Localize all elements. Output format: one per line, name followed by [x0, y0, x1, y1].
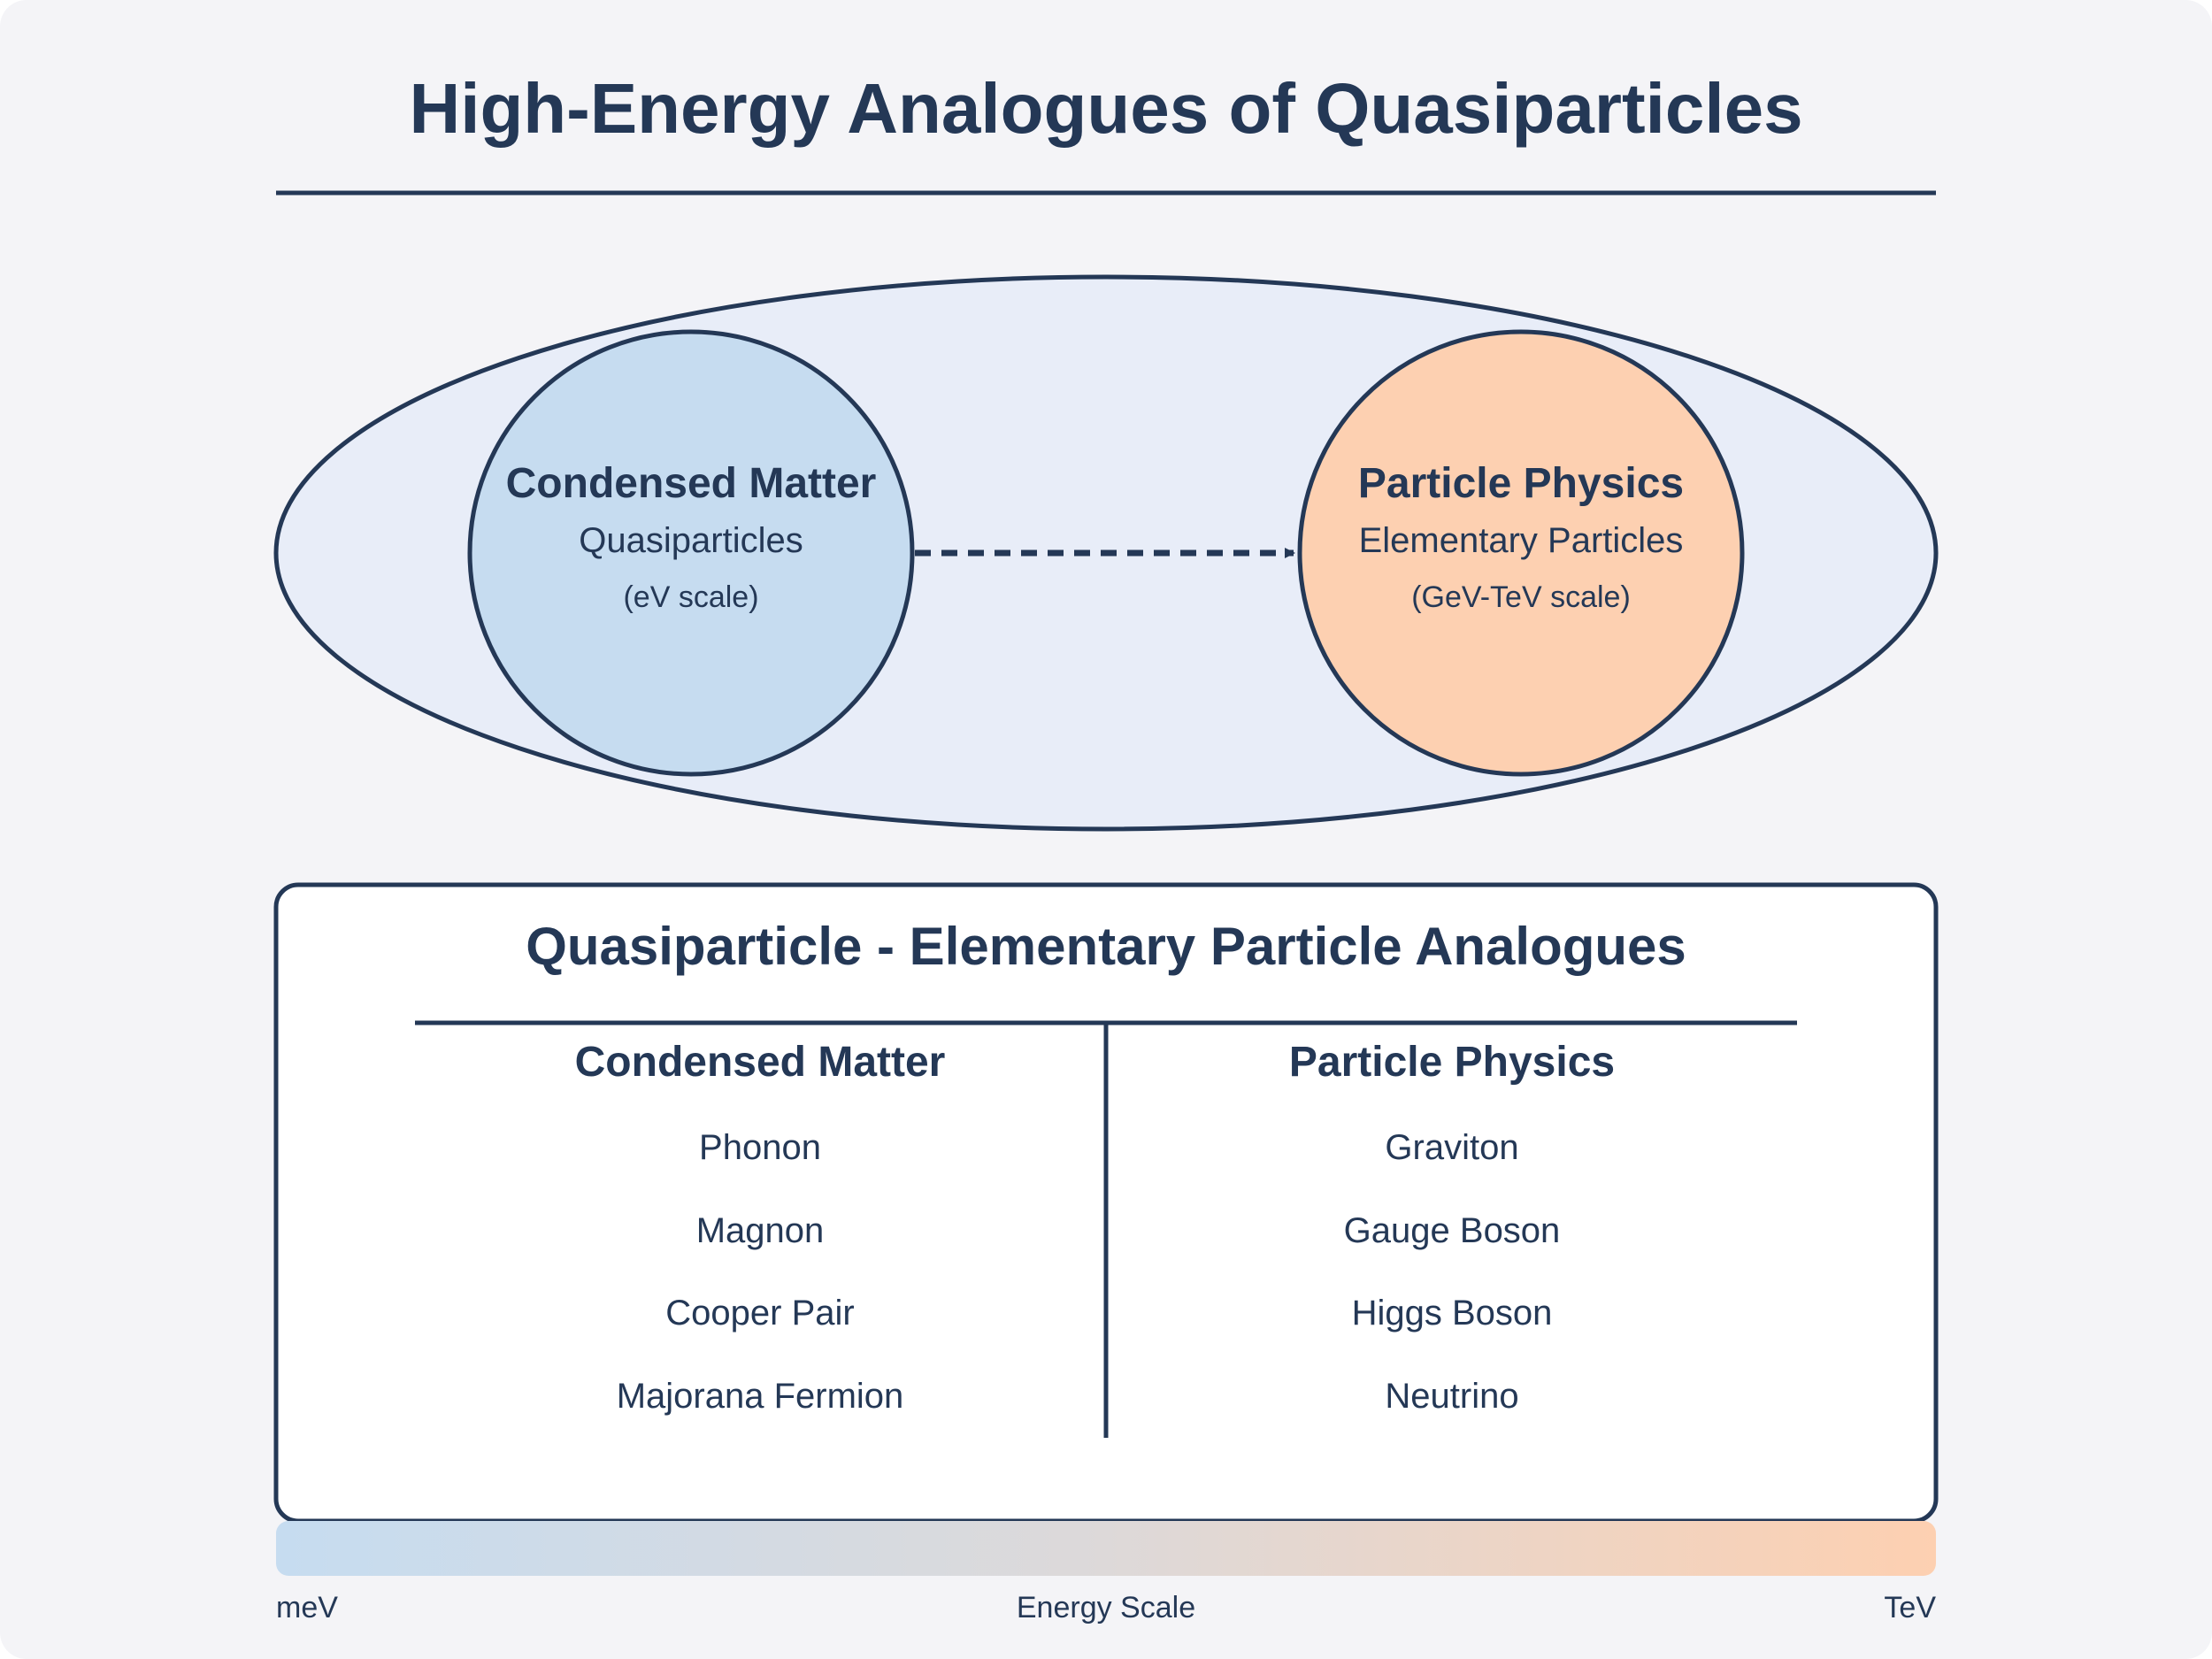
left-circle-group [470, 332, 912, 774]
energy-scale-max-label: TeV [1884, 1591, 1936, 1624]
energy-scale-bar [276, 1521, 1936, 1576]
table-title: Quasiparticle - Elementary Particle Analogues [526, 917, 1686, 976]
right-circle-subheading: Elementary Particles [1358, 521, 1684, 560]
energy-scale-label: Energy Scale [1016, 1591, 1196, 1624]
table-cell-right: Higgs Boson [1351, 1294, 1553, 1333]
page-title: High-Energy Analogues of Quasiparticles [409, 69, 1803, 148]
table-cell-right: Graviton [1385, 1128, 1519, 1167]
table-cell-right: Gauge Boson [1343, 1211, 1561, 1250]
right-circle-heading: Particle Physics [1357, 460, 1685, 507]
table-left-header: Condensed Matter [574, 1039, 946, 1086]
table-cell-right: Neutrino [1385, 1377, 1519, 1416]
right-circle-group [1300, 332, 1742, 774]
energy-scale-min-label: meV [276, 1591, 338, 1624]
right-circle-scale: (GeV-TeV scale) [1411, 580, 1631, 614]
table-cell-left: Magnon [695, 1211, 825, 1250]
table-cell-left: Cooper Pair [665, 1294, 855, 1333]
left-circle-scale: (eV scale) [623, 580, 759, 614]
left-circle-subheading: Quasiparticles [579, 521, 803, 560]
left-circle-heading: Condensed Matter [505, 460, 877, 507]
table-cell-left: Majorana Fermion [616, 1377, 904, 1416]
table-right-header: Particle Physics [1288, 1039, 1616, 1086]
table-cell-left: Phonon [699, 1128, 821, 1167]
